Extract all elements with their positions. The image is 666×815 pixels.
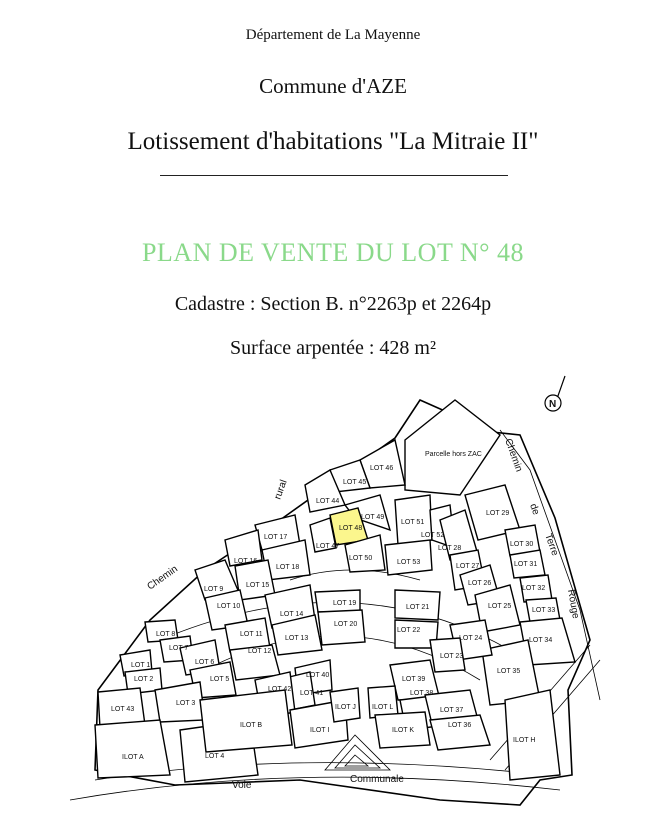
lot-label-lot-36: LOT 36: [448, 722, 472, 729]
lot-label-lot-53: LOT 53: [397, 559, 421, 566]
lot-label-lot-40: LOT 40: [306, 672, 330, 679]
lot-label-lot-30: LOT 30: [510, 541, 534, 548]
lot-label-lot-10: LOT 10: [217, 603, 241, 610]
ilot-h: [505, 690, 560, 780]
lot-label-lot-44: LOT 44: [316, 498, 340, 505]
lot-label-lot-52: LOT 52: [421, 532, 445, 539]
lot-label-lot-16: LOT 16: [234, 558, 258, 565]
road-label-chemin-east: Chemin: [502, 437, 525, 474]
lot-label-lot-7: LOT 7: [169, 645, 189, 652]
plan-title: PLAN DE VENTE DU LOT N° 48: [141, 238, 525, 267]
lot-label-lot-24: LOT 24: [459, 635, 483, 642]
lot-label-lot-38: LOT 38: [410, 690, 434, 697]
ilot-b: [200, 690, 292, 752]
lot-label-lot-4: LOT 4: [205, 753, 225, 760]
lot-label-ilot-k: ILOT K: [392, 727, 415, 734]
lot-53: [385, 540, 432, 575]
lot-label-lot-32: LOT 32: [522, 585, 546, 592]
subdivision-plan: [60, 362, 660, 815]
road-label-communale: Communale: [350, 774, 404, 785]
lot-36: [430, 715, 490, 750]
lot-label-lot-41: LOT 41: [300, 690, 324, 697]
parcel-hors-zac-label: Parcelle hors ZAC: [425, 451, 482, 458]
title-divider: [160, 175, 508, 176]
lot-label-lot-42: LOT 42: [268, 686, 292, 693]
lot-label-lot-49: LOT 49: [361, 514, 385, 521]
lot-label-lot-18: LOT 18: [276, 564, 300, 571]
road-label-voie: Voie: [232, 780, 252, 791]
lot-label-lot-31: LOT 31: [514, 561, 538, 568]
lot-label-lot-33: LOT 33: [532, 607, 556, 614]
lot-label-lot-17: LOT 17: [264, 534, 288, 541]
lot-label-lot-23: LOT 23: [440, 653, 464, 660]
ilot-a: [95, 720, 170, 778]
department-title: Département de La Mayenne: [245, 27, 421, 43]
lot-label-lot-27: LOT 27: [456, 563, 480, 570]
lot-label-lot-21: LOT 21: [406, 604, 430, 611]
compass-label: N: [549, 399, 557, 410]
lot-label-lot-48: LOT 48: [339, 525, 363, 532]
lot-label-lot-34: LOT 34: [529, 637, 553, 644]
road-label-rouge: Rouge: [565, 588, 581, 620]
road-label-terre: Terre: [542, 532, 561, 558]
lot-label-lot-37: LOT 37: [440, 707, 464, 714]
lot-label-lot-14: LOT 14: [280, 611, 304, 618]
lot-label-ilot-a: ILOT A: [122, 754, 144, 761]
lot-label-lot-29: LOT 29: [486, 510, 510, 517]
north-arrow-icon: [545, 376, 565, 411]
lot-label-lot-25: LOT 25: [488, 603, 512, 610]
lot-label-lot-11: LOT 11: [240, 631, 263, 638]
lot-label-lot-8: LOT 8: [156, 631, 176, 638]
lot-label-lot-2: LOT 2: [134, 676, 154, 683]
road-label-chemin-west: Chemin: [145, 563, 180, 593]
lot-label-ilot-i: ILOT I: [310, 727, 330, 734]
lot-label-lot-26: LOT 26: [468, 580, 492, 587]
lot-label-lot-5: LOT 5: [210, 676, 230, 683]
lot-label-lot-46: LOT 46: [370, 465, 394, 472]
road-label-de: de: [527, 502, 542, 517]
lot-label-lot-13: LOT 13: [285, 635, 309, 642]
surface-area: Surface arpentée : 428 m²: [230, 337, 436, 359]
road-label-rural: rural: [272, 478, 290, 502]
lot-label-lot-22: LOT 22: [397, 627, 421, 634]
lot-label-lot-6: LOT 6: [195, 659, 215, 666]
lot-label-lot-43: LOT 43: [111, 706, 135, 713]
lot-label-lot-1: LOT 1: [131, 662, 151, 669]
lot-label-ilot-j: ILOT J: [335, 704, 356, 711]
lot-label-lot-12: LOT 12: [248, 648, 272, 655]
voie-communale-road: [70, 777, 560, 800]
lot-label-lot-28: LOT 28: [438, 545, 462, 552]
lot-label-lot-9: LOT 9: [204, 586, 224, 593]
commune-title: Commune d'AZE: [259, 74, 407, 98]
lot-label-lot-19: LOT 19: [333, 600, 357, 607]
lot-label-lot-39: LOT 39: [402, 676, 426, 683]
lot-label-lot-20: LOT 20: [334, 621, 358, 628]
lot-label-ilot-h: ILOT H: [513, 737, 536, 744]
lot-label-lot-15: LOT 15: [246, 582, 270, 589]
lotissement-title: Lotissement d'habitations "La Mitraie II": [127, 128, 539, 155]
lot-label-lot-3: LOT 3: [176, 700, 196, 707]
lot-label-lot-35: LOT 35: [497, 668, 521, 675]
lot-label-ilot-b: ILOT B: [240, 722, 263, 729]
cadastre-reference: Cadastre : Section B. n°2263p et 2264p: [174, 293, 492, 315]
parcel-hors-zac: [405, 400, 500, 495]
lot-label-ilot-l: ILOT L: [372, 704, 394, 711]
lot-label-lot-51: LOT 51: [401, 519, 425, 526]
lot-label-lot-50: LOT 50: [349, 555, 373, 562]
lot-label-lot-45: LOT 45: [343, 479, 367, 486]
lot-label-lot-47: LOT 47: [316, 543, 340, 550]
